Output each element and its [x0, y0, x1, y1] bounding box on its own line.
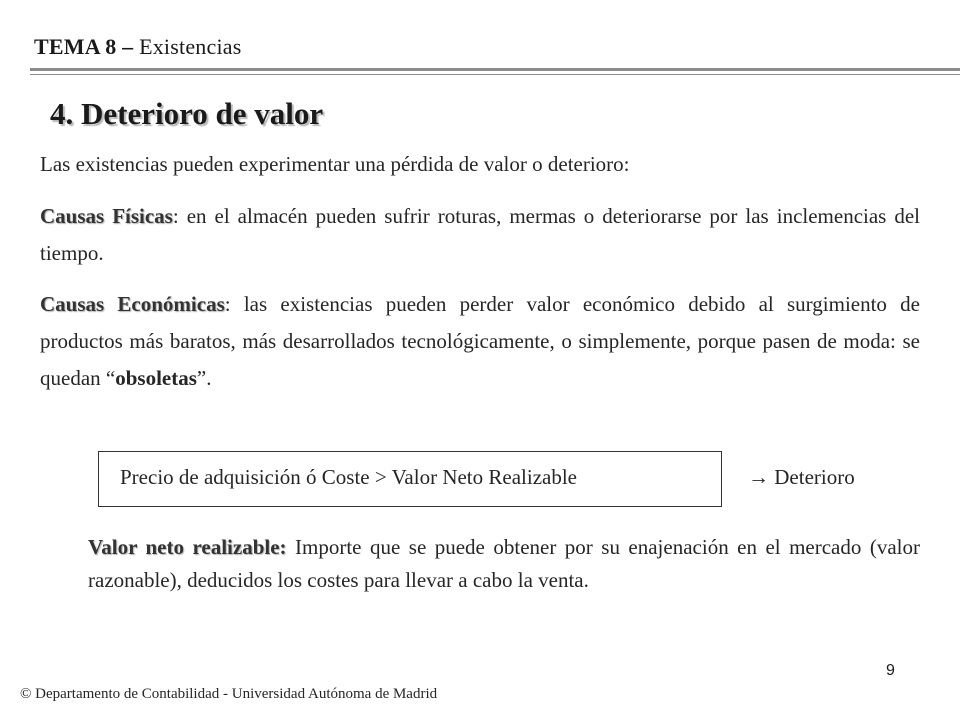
footer-copyright: © Departamento de Contabilidad - Universidad Autónoma de Madrid [20, 686, 438, 702]
nrv-text: Importe que se puede obtener por su enajenación en el mercado (valor razonable), deducidos los costes para llevar a cabo la venta. [88, 535, 920, 592]
nrv-term: Valor neto realizable: [88, 535, 287, 559]
economic-causes-paragraph [40, 286, 920, 397]
economic-causes-term: Causas Económicas [40, 292, 225, 316]
header-topic [34, 34, 242, 60]
section-title: 4. Deterioro de valor [50, 96, 324, 131]
topic-label: TEMA 8 – [34, 34, 134, 59]
intro-paragraph: Las existencias pueden experimentar una pérdida de valor o deterioro: [40, 152, 630, 176]
topic-name: Existencias [139, 34, 242, 59]
physical-causes-paragraph [40, 198, 920, 272]
formula-result: → Deterioro [748, 465, 855, 489]
physical-causes-term: Causas Físicas [40, 204, 173, 228]
nrv-definition [88, 531, 920, 597]
header-rule-thick [30, 68, 960, 71]
economic-causes-end: ”. [196, 366, 212, 390]
formula-expression: Precio de adquisición ó Coste > Valor Neto Realizable [120, 465, 578, 489]
economic-causes-text: : las existencias pueden perder valor económico debido al surgimiento de productos más baratos, más desarrollados tecnológicamente, o simplemente, porque pasen de moda: se quedan “ [40, 292, 920, 390]
obsolete-emphasis: obsoletas [115, 366, 197, 390]
page-number: 9 [886, 662, 895, 679]
physical-causes-text: : en el almacén pueden sufrir roturas, mermas o deteriorarse por las inclemencias del tiempo. [40, 204, 920, 265]
header-rule-thin [30, 74, 960, 75]
